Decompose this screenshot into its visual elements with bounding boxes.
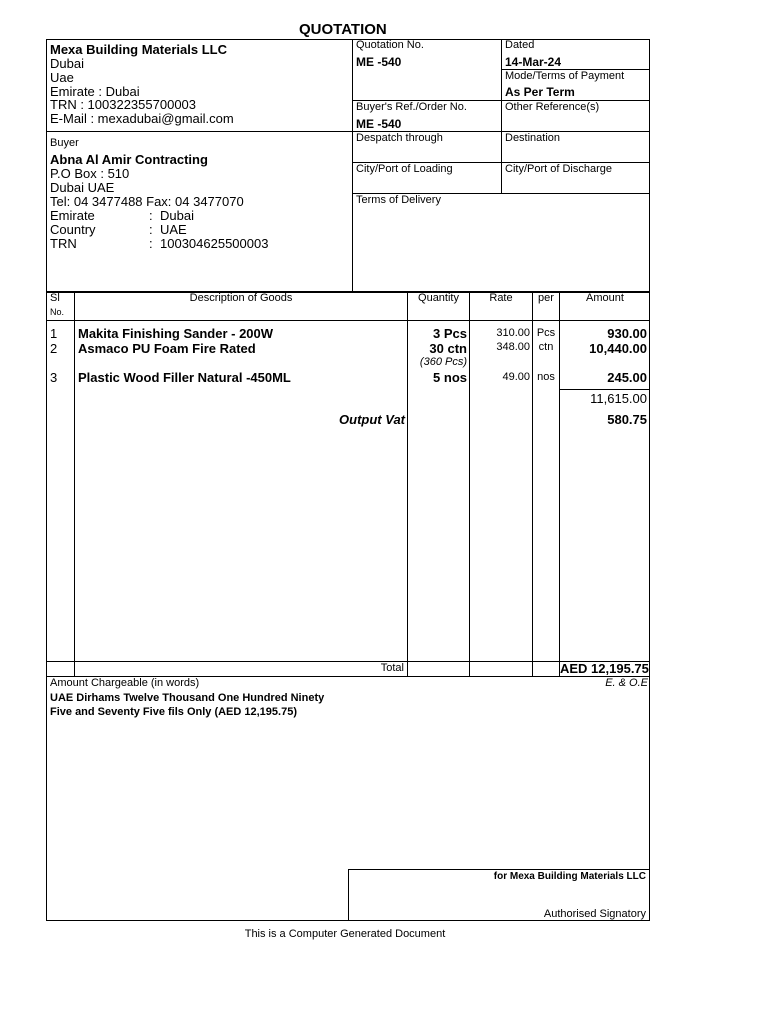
eoe-label: E. & O.E bbox=[605, 677, 648, 689]
buyers-ref-value: ME -540 bbox=[356, 117, 402, 131]
dated-value: 14-Mar-24 bbox=[505, 55, 562, 69]
col-sl: Sl bbox=[50, 292, 60, 304]
buyer-phone: Tel: 04 3477488 Fax: 04 3477070 bbox=[50, 194, 244, 209]
seller-name: Mexa Building Materials LLC bbox=[50, 42, 227, 57]
buyer-name: Abna Al Amir Contracting bbox=[50, 152, 208, 167]
for-company: for Mexa Building Materials LLC bbox=[493, 871, 646, 882]
buyer-city: Dubai UAE bbox=[50, 180, 115, 195]
buyer-trn: 100304625500003 bbox=[160, 236, 269, 251]
item-rate: 310.00 bbox=[496, 327, 530, 339]
dated-label: Dated bbox=[505, 39, 535, 51]
words-label: Amount Chargeable (in words) bbox=[50, 677, 200, 689]
item-per: Pcs bbox=[536, 327, 556, 339]
destination-label: Destination bbox=[505, 132, 561, 144]
col-description: Description of Goods bbox=[189, 292, 293, 304]
seller-country: Uae bbox=[50, 70, 74, 85]
item-description: Plastic Wood Filler Natural -450ML bbox=[78, 370, 291, 385]
divider bbox=[46, 131, 352, 132]
buyer-emirate-sep: : bbox=[149, 208, 153, 223]
seller-city: Dubai bbox=[50, 56, 84, 71]
item-description: Makita Finishing Sander - 200W bbox=[78, 326, 274, 341]
item-rate: 348.00 bbox=[496, 341, 530, 353]
payment-value: As Per Term bbox=[505, 85, 575, 99]
item-sl: 1 bbox=[50, 326, 58, 341]
footer-note: This is a Computer Generated Document bbox=[244, 928, 446, 940]
item-amount: 245.00 bbox=[607, 370, 647, 385]
quotation-no-label: Quotation No. bbox=[356, 39, 424, 51]
item-description: Asmaco PU Foam Fire Rated bbox=[78, 341, 256, 356]
total-label: Total bbox=[380, 662, 404, 674]
buyer-label: Buyer bbox=[50, 137, 79, 149]
payment-label: Mode/Terms of Payment bbox=[505, 70, 625, 82]
divider bbox=[501, 39, 502, 193]
item-per: nos bbox=[537, 371, 555, 383]
item-quantity: 30 ctn bbox=[429, 341, 467, 356]
col-amount: Amount bbox=[586, 292, 624, 304]
loading-label: City/Port of Loading bbox=[356, 163, 453, 175]
col-per: per bbox=[538, 292, 554, 304]
buyer-country: UAE bbox=[160, 222, 187, 237]
total-amount: AED 12,195.75 bbox=[560, 661, 649, 676]
seller-email: E-Mail : mexadubai@gmail.com bbox=[50, 111, 234, 126]
other-ref-label: Other Reference(s) bbox=[505, 101, 600, 113]
buyer-trn-sep: : bbox=[149, 236, 153, 251]
seller-emirate: Emirate : Dubai bbox=[50, 84, 140, 99]
quotation-no: ME -540 bbox=[356, 55, 402, 69]
item-sl: 2 bbox=[50, 341, 58, 356]
document-title: QUOTATION bbox=[299, 21, 387, 38]
divider bbox=[352, 39, 353, 292]
discharge-label: City/Port of Discharge bbox=[505, 163, 612, 175]
buyer-emirate: Dubai bbox=[160, 208, 194, 223]
subtotal-amount: 11,615.00 bbox=[590, 391, 647, 406]
item-sl: 3 bbox=[50, 370, 58, 385]
divider bbox=[74, 292, 75, 676]
despatch-label: Despatch through bbox=[356, 132, 443, 144]
buyer-country-label: Country bbox=[50, 222, 96, 237]
seller-trn: TRN : 100322355700003 bbox=[50, 97, 197, 112]
vat-label: Output Vat bbox=[339, 412, 405, 427]
col-rate: Rate bbox=[489, 292, 513, 304]
terms-label: Terms of Delivery bbox=[356, 194, 441, 206]
buyer-trn-label: TRN bbox=[50, 236, 77, 251]
item-quantity: 5 nos bbox=[433, 370, 467, 385]
buyer-emirate-label: Emirate bbox=[50, 208, 95, 223]
item-amount: 930.00 bbox=[607, 326, 647, 341]
item-quantity: 3 Pcs bbox=[433, 326, 467, 341]
col-quantity: Quantity bbox=[418, 292, 459, 304]
buyer-country-sep: : bbox=[149, 222, 153, 237]
buyer-po-box: P.O Box : 510 bbox=[50, 166, 130, 181]
item-per: ctn bbox=[538, 341, 554, 353]
item-rate: 49.00 bbox=[502, 371, 530, 383]
vat-amount: 580.75 bbox=[607, 412, 647, 427]
item-quantity-note: (360 Pcs) bbox=[419, 356, 467, 368]
col-sl-no: No. bbox=[50, 307, 65, 317]
amount-in-words-line2: Five and Seventy Five fils Only (AED 12,195.75) bbox=[50, 706, 297, 718]
buyers-ref-label: Buyer's Ref./Order No. bbox=[356, 101, 467, 113]
divider bbox=[560, 389, 650, 390]
item-amount: 10,440.00 bbox=[589, 341, 647, 356]
authorised-signatory: Authorised Signatory bbox=[543, 908, 646, 920]
amount-in-words-line1: UAE Dirhams Twelve Thousand One Hundred Ninety bbox=[50, 692, 325, 704]
